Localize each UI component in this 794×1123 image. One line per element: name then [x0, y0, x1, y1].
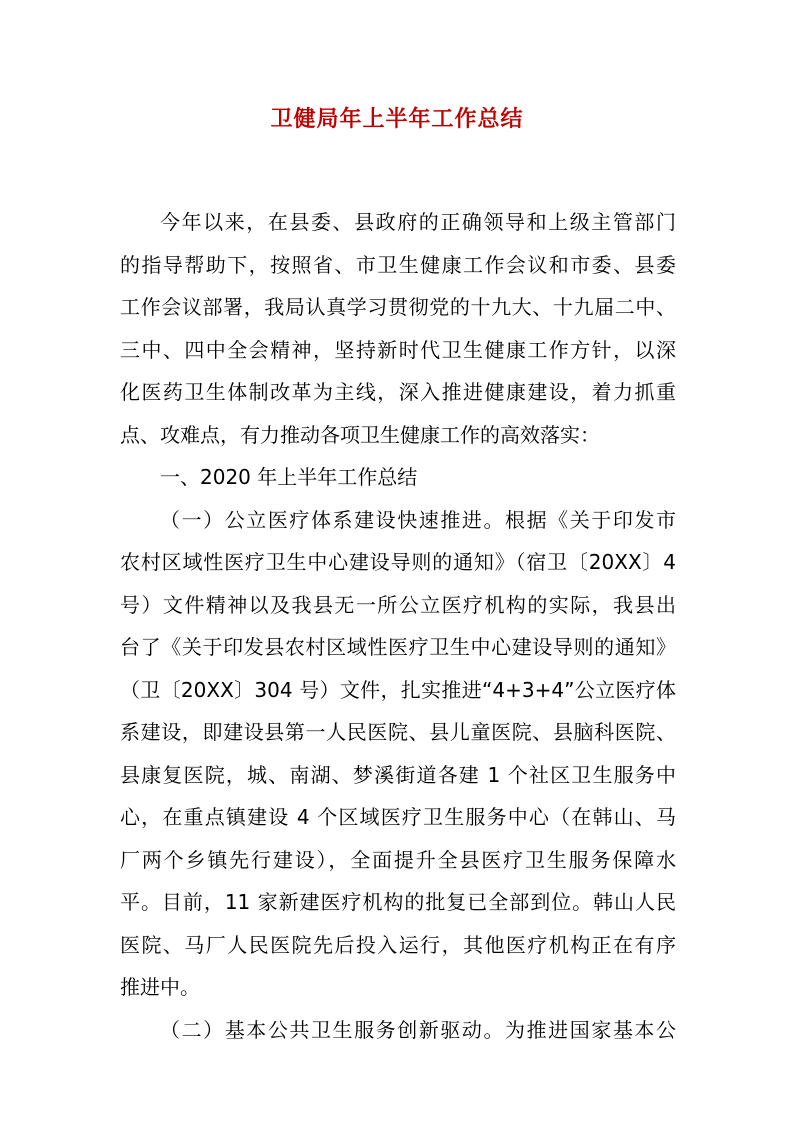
document-title: 卫健局年上半年工作总结	[270, 106, 524, 132]
paragraph-line: 台了《关于印发县农村区域性医疗卫生中心建设导则的通知》	[120, 635, 676, 659]
paragraph-line: 工作会议部署，我局认真学习贯彻党的十九大、十九届二中、	[120, 295, 676, 319]
paragraph-line: 系建设，即建设县第一人民医院、县儿童医院、县脑科医院、	[120, 720, 676, 744]
paragraph-line: 厂两个乡镇先行建设），全面提升全县医疗卫生服务保障水	[120, 847, 676, 872]
paragraph-line: 三中、四中全会精神，坚持新时代卫生健康工作方针，以深	[120, 337, 676, 362]
section-heading: 一、2020 年上半年工作总结	[160, 465, 418, 489]
paragraph-line: 化医药卫生体制改革为主线，深入推进健康建设，着力抓重	[120, 380, 676, 404]
paragraph-line: 医院、马厂人民医院先后投入运行，其他医疗机构正在有序	[120, 932, 676, 957]
paragraph-line: 的指导帮助下，按照省、市卫生健康工作会议和市委、县委	[120, 252, 676, 277]
paragraph-line: （二）基本公共卫生服务创新驱动。为推进国家基本公	[160, 1017, 676, 1042]
paragraph-line: 农村区域性医疗卫生中心建设导则的通知》（宿卫〔20XX〕4	[120, 550, 676, 574]
paragraph-line: 今年以来，在县委、县政府的正确领导和上级主管部门	[160, 210, 676, 234]
paragraph-line: 点、攻难点，有力推动各项卫生健康工作的高效落实：	[120, 422, 600, 447]
paragraph-line: 县康复医院，城、南湖、梦溪街道各建 1 个社区卫生服务中	[120, 762, 676, 787]
paragraph-line: （一）公立医疗体系建设快速推进。根据《关于印发市	[160, 507, 676, 532]
document-body	[120, 201, 676, 1051]
paragraph-line: 平。目前，11 家新建医疗机构的批复已全部到位。韩山人民	[120, 890, 676, 914]
paragraph-line: 号）文件精神以及我县无一所公立医疗机构的实际，我县出	[120, 592, 676, 617]
paragraph-line: 心，在重点镇建设 4 个区域医疗卫生服务中心（在韩山、马	[120, 805, 676, 829]
paragraph-line: 推进中。	[120, 975, 200, 999]
paragraph-line: （卫〔20XX〕304 号）文件，扎实推进“4+3+4”公立医疗体	[120, 677, 676, 702]
